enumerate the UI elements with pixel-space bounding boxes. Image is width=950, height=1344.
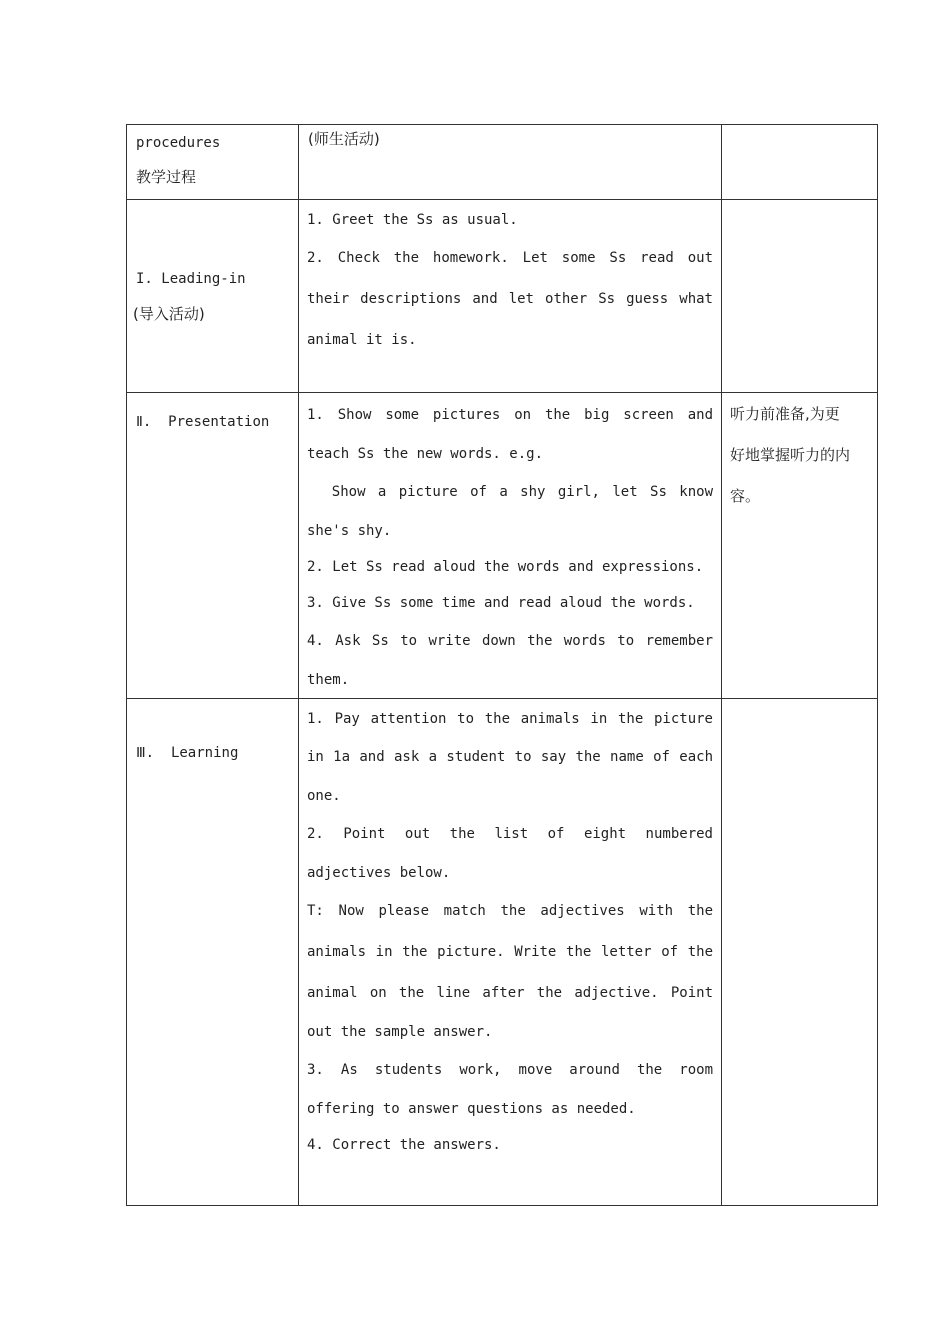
presentation-label: Ⅱ. Presentation [136,414,270,430]
learning-content [299,699,721,1163]
presentation-label-cell [127,393,299,699]
presentation-note-cell [722,393,878,699]
presentation-content-cell [299,393,722,699]
learning-line: adjectives below. [307,865,451,881]
activity-header-cell [299,125,722,200]
leading-in-note-cell [722,200,878,393]
learning-line: in 1a and ask a student to say the name of each [307,749,713,765]
leading-in-line: animal it is. [307,332,417,348]
learning-line: 4. Correct the answers. [307,1137,501,1153]
presentation-note-line: 容。 [730,487,761,505]
learning-line: offering to answer questions as needed. [307,1101,636,1117]
learning-note [722,699,877,700]
leading-in-line: their descriptions and let other Ss guess what [307,291,713,307]
note-header-cell [722,125,878,200]
learning-note-cell [722,699,878,1206]
procedures-cell [127,125,299,200]
table-row-learning [127,699,878,1206]
procedures-label-cn: 教学过程 [136,168,197,186]
learning-line: one. [307,788,341,804]
presentation-note-line: 听力前准备,为更 [730,405,840,423]
leading-in-content [299,200,721,361]
learning-line: T: Now please match the adjectives with the [307,903,713,919]
presentation-line: teach Ss the new words. e.g. [307,446,544,462]
learning-line: animal on the line after the adjective. Point [307,985,713,1001]
learning-line: out the sample answer. [307,1024,493,1040]
learning-line: 2. Point out the list of eight numbered [307,826,713,842]
presentation-line: 1. Show some pictures on the big screen and [307,407,713,423]
leading-in-line: 2. Check the homework. Let some Ss read out [307,250,713,266]
learning-label: Ⅲ. Learning [136,745,239,761]
procedures-label: procedures [136,135,221,151]
table-row-leading-in [127,200,878,393]
leading-in-label-cn: (导入活动) [133,305,205,323]
presentation-line: 4. Ask Ss to write down the words to remember [307,633,713,649]
leading-in-content-cell [299,200,722,393]
note-header [722,125,877,126]
leading-in-label: I. Leading-in [136,271,246,287]
learning-content-cell [299,699,722,1206]
presentation-line: she's shy. [307,523,392,539]
leading-in-label-cell [127,200,299,393]
activity-header: (师生活动) [308,130,380,148]
learning-line: 1. Pay attention to the animals in the picture [307,711,713,727]
table-row-header [127,125,878,200]
learning-line: 3. As students work, move around the room [307,1062,713,1078]
presentation-line: them. [307,672,350,688]
presentation-line: 3. Give Ss some time and read aloud the words. [307,595,695,611]
learning-label-cell [127,699,299,1206]
presentation-note-line: 好地掌握听力的内 [730,446,851,464]
presentation-line: Show a picture of a shy girl, let Ss know [307,484,713,500]
leading-in-note [722,200,877,201]
table-row-presentation [127,393,878,699]
learning-line: animals in the picture. Write the letter of the [307,944,713,960]
presentation-line: 2. Let Ss read aloud the words and expressions. [307,559,704,575]
presentation-content [299,393,721,698]
presentation-note [722,393,877,517]
lesson-plan-table [126,124,878,1206]
leading-in-line: 1. Greet the Ss as usual. [307,212,518,228]
